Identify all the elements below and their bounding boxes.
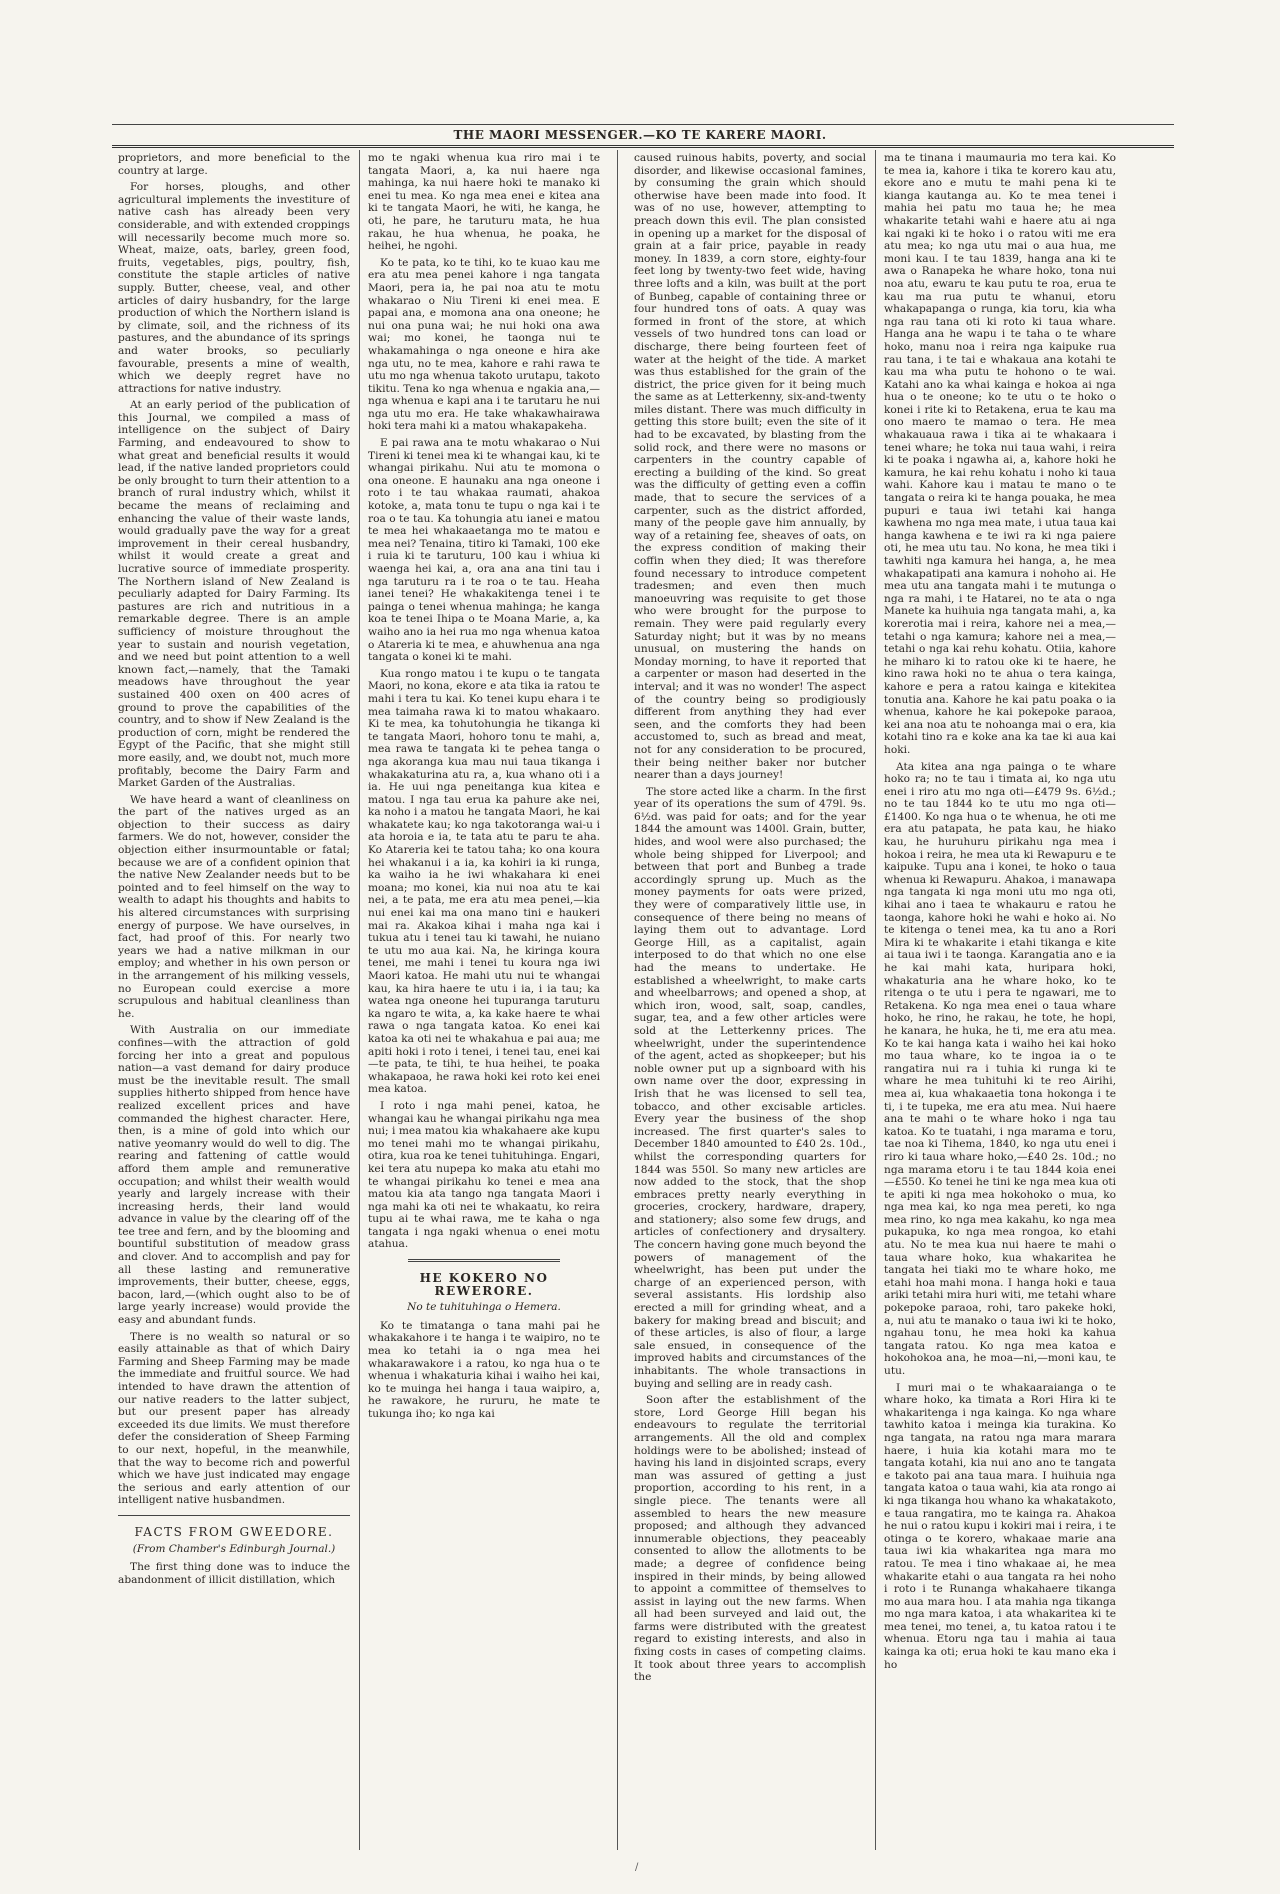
column-4 bbox=[884, 152, 1116, 1852]
paragraph: The first thing done was to induce the abandonment of illicit distillation, which bbox=[118, 1561, 350, 1586]
header-rule bbox=[112, 145, 1174, 148]
column-rule bbox=[617, 150, 618, 1850]
paragraph: With Australia on our immediate confines—with the attraction of gold forcing her into a great and populous nation—a vast demand for dairy produce must be the inevitable result. The small supplies hitherto shipped from hence have realized excellent prices and have commanded the highest character. Here, then, is a mine of gold into which our native yeomanry would do well to dig. The rearing and fattening of cattle would afford them ample and remunerative occupation; and whilst their wealth would yearly and largely increase with their increasing herds, their land would advance in value by the clearing off of the tee tree and fern, and by the blooming and bountiful substitution of meadow grass and clover. And to accomplish and pay for all these lasting and remunerative improvements, their butter, cheese, eggs, bacon, lard,—(which ought also to be of large yearly increase) would provide the easy and abundant funds. bbox=[118, 1024, 350, 1327]
paragraph: There is no wealth so natural or so easily attainable as that of which Dairy Farming and Sheep Farming may be made the immediate and fruitful source. We had intended to have drawn the attention of our native readers to the latter subject, but our present paper has already exceeded its due limits. We must therefore defer the consideration of Sheep Farming to our next, hopeful, in the meanwhile, that the way to become rich and powerful which we have just indicated may engage the serious and early attention of our intelligent native husbandmen. bbox=[118, 1330, 350, 1507]
paragraph: The store acted like a charm. In the first year of its operations the sum of 479l. 9s. 6½d. was paid for oats; and for the year 1844 the amount was 1400l. Grain, butter, hides, and wool were also purchased; the whole being shipped for Liverpool; and between that port and Bunbeg a trade accordingly sprung up. Much as the money payments for oats were prized, they were of comparatively little use, in consequence of there being no means of laying them out to advantage. Lord George Hill, as a capitalist, again interposed to do that which no one else had the means to undertake. He established a wheelwright, to make carts and wheelbarrows; and opened a shop, at which iron, wood, salt, soap, candles, sugar, tea, and a few other articles were sold at the Letterkenny prices. The wheelwright, under the superintendence of the agent, acted as shopkeeper; but his noble owner put up a signboard with his own name over the door, expressing in Irish that he was licensed to sell tea, tobacco, and other excisable articles. Every year the business of the shop increased. The first quarter's sales to December 1840 amounted to £40 2s. 10d., whilst the corresponding quarters for 1844 was 550l. So many new articles are now added to the stock, that the shop embraces pretty nearly everything in groceries, crockery, hardware, drapery, and stationery; also some few drugs, and articles of confectionery and drysaltery. The concern having gone much beyond the powers of management of the wheelwright, has been put under the charge of an experienced person, with several assistants. His lordship also erected a mill for grinding wheat, and a bakery for making bread and biscuit; and of these articles, is also of flour, a large sale ensued, in consequence of the improved habits and circumstances of the inhabitants. The whole transactions in buying and selling are in ready cash. bbox=[634, 785, 866, 1390]
section-source: No te tuhituhinga o Hemera. bbox=[407, 1301, 561, 1314]
paragraph: mo te ngaki whenua kua riro mai i te tangata Maori, a, ka nui haere nga mahinga, ka nui haere hoki te manako ki enei tu mea. Ko nga mea enei e kitea ana ki te tangata Maori, he witi, he kanga, he oti, he pare, he taruturu mata, he hua rakau, he hua whenua, he poaka, he heihei, he ngohi. bbox=[368, 152, 600, 253]
section-title: HE KOKERO NO REWERORE. bbox=[419, 1271, 549, 1298]
column-rule bbox=[875, 150, 876, 1850]
paragraph: caused ruinous habits, poverty, and social disorder, and likewise occasional famines, by consuming the grain which should otherwise have been made into food. It was of no use, however, attempting to preach down this evil. The plan consisted in opening up a market for the disposal of grain at a fair price, payable in ready money. In 1839, a corn store, eighty-four feet long by twenty-two feet wide, having three lofts and a kiln, was built at the port of Bunbeg, capable of containing three or four hundred tons of oats. A quay was formed in front of the store, at which vessels of two hundred tons can load or discharge, there being fourteen feet of water at the height of the tide. A market was thus established for the grain of the district, the price given for it being much the same as at Letterkenny, six-and-twenty miles distant. There was much difficulty in getting this store built; even the site of it had to be excavated, by blasting from the solid rock, and there were no masons or carpenters in the country capable of erecting a building of the kind. So great was the difficulty of getting even a coffin made, that to secure the services of a carpenter, such as the district afforded, many of the people gave him annually, by way of a retaining fee, sheaves of oats, on the express condition of making their coffin when they died; It was therefore found necessary to introduce competent tradesmen; and even then much manoeuvring was requisite to get those who were brought for the purpose to remain. They were paid regularly every Saturday night; but it was by no means unusual, on mustering the hands on Monday morning, to have it reported that a carpenter or mason had deserted in the interval; and it was no wonder! The aspect of the country being so prodigiously different from anything they had ever seen, and the comforts they had been accustomed to, such as bread and meat, not for any consideration to be procured, their being neither baker nor butcher nearer than a days journey! bbox=[634, 152, 866, 782]
header-top-rule bbox=[112, 124, 1174, 125]
section-source: (From Chamber's Edinburgh Journal.) bbox=[132, 1542, 336, 1555]
column-rule bbox=[359, 150, 360, 1850]
paragraph: Soon after the establishment of the store, Lord George Hill began his endeavours to regulate the territorial arrangements. All the old and complex holdings were to be abolished; instead of having his land in disjointed scraps, every man was assured of getting a just proportion, according to his rent, in a single piece. The tenants were all assembled to hears the new measure proposed; and although they advanced innumerable objections, they peaceably consented to allow the allotments to be made; a degree of confidence being inspired in their minds, by being allowed to appoint a committee of themselves to assist in laying out the new farms. When all had been surveyed and laid out, the farms were distributed with the greatest regard to existing interests, and also in fixing costs in cases of competing claims. It took about three years to accomplish the bbox=[634, 1394, 866, 1684]
paragraph: I muri mai o te whakaaraianga o te whare hoko, ka timata a Rori Hira ki te whakaritenga i nga kainga. Ko nga whare tawhito katoa i meinga kia turakina. Ko nga tangata, na ratou nga mara marara haere, i huia kia kotahi mara mo te tangata kotahi, kia nui ano ano te tangata e takoto pai ana taua mara. I huihuia nga tangata katoa o taua wahi, kia ata rongo ai ki nga tikanga hou whano ka whakatakoto, e taua rangatira, mo te kainga ra. Ahakoa he nui o ratou kupu i kokiri mai i reira, i te otinga o te korero, whakaae marie ana taua iwi kia whakaritea nga mara mo ratou. Te mea i tino whakaae ai, he mea whakarite etahi o aua tangata ra hei noho i roto i te Runanga whakahaere tikanga mo aua mara hou. I ata mahia nga tikanga mo nga mara katoa, i ata whakaritea ki te mea tenei, mo tenei, a, tu katoa ratou i te whenua. Etoru nga tau i mahia ai taua kainga ka oti; erua hoki te kau mano eka i ho bbox=[884, 1381, 1116, 1671]
section-divider bbox=[118, 1515, 350, 1516]
paragraph: Ata kitea ana nga painga o te whare hoko ra; no te tau i timata ai, ko nga utu enei i riro atu mo nga oti—£479 9s. 6½d.; no te tau 1844 ko te utu mo nga oti—£1400. Ko nga hua o te whenua, he oti me era atu patapata, he pata kau, he hiako kau, he huruhuru pirikahu nga mea i hokoa i reira, he mea uta ki Rewapuru e te kaipuke. Tupu ana i konei, te hoko o taua whenua ki Rewapuru. Ahakoa, i manawapa nga tangata ki nga moni utu mo nga oti, kihai ano i taea te whakauru e ratou he taonga, kahore hoki he wahi e hoko ai. No te kitenga o tenei mea, ka tu ano a Rori Mira ki te whakarite i etahi tikanga e kite ai taua iwi i te taonga. Karangatia ano e ia he kai mahi kata, huripara hoki, whakaturia ana he whare hoko, ko te ritenga o te utu i pera te ngawari, me to Retakena. Ko nga mea enei o taua whare hoko, he rino, he rakau, he tote, he hopi, he kanara, he huka, he ti, me era atu mea. Ko te kai hanga kata i waiho hei kai hoko mo taua whare, ko te ingoa ia o te rangatira nui ra i tuhia ki runga ki te whare he mea tuhituhi ki te reo Airihi, mea ai, kua whakaaetia tona hokonga i te ti, i te tupeka, me era atu mea. Nui haere ana te mahi o te whare hoko i nga tau katoa. Ko te tuatahi, i nga marama e toru, tae noa ki Tihema, 1840, ko nga utu enei i riro ki taua whare hoko,—£40 2s. 10d.; no nga marama etoru i te tau 1844 koia enei—£550. Ko tenei he tini ke nga mea kua oti te apiti ki nga mea hokohoko o mua, ko nga mea kai, ko nga mea pereti, ko nga mea rino, ko nga mea kakahu, ko nga mea pukapuka, ko nga mea rongoa, ko etahi atu. No te mea kua nui haere te mahi o taua whare hoko, kua whakaritea he tangata hei tiaki mo te whare hoko, me etahi hoa mahi mona. I hanga hoki e taua ariki tetahi mira huri witi, me tetahi whare pokepoke paraoa, rohi, taro pakeke hoki, a, nui atu te manako o taua iwi ki te hoko, ngahau tonu, he mea hoki ka kahua tangata ratou. Ko nga mea katoa e hokohokoa ana, he moa—ni,—moni kau, te utu. bbox=[884, 760, 1116, 1377]
paragraph: Ko te timatanga o tana mahi pai he whakakahore i te hanga i te waipiro, no te mea ko tetahi ia o nga mea hei whakarawakore i a ratou, ko nga hua o te whenua i whakaturia kihai i waiho hei kai, ko te muinga hei hanga i taua waipiro, a, he rawakore, he rururu, he mate te tukunga iho; ko nga kai bbox=[368, 1319, 600, 1420]
paragraph: Ko te pata, ko te tihi, ko te kuao kau me era atu mea penei kahore i nga tangata Maori, pera ia, he pai noa atu te motu whakarao o Niu Tireni ki enei mea. E papai ana, e momona ana ona oneone; he nui ona puna wai; he nui hoki ona awa wai; mo konei, he taonga nui te whakamahinga o nga oneone e hira ake nga utu, no te mea, kahore e rahi rawa te utu mo nga whenua takoto urutapu, takoto tikitu. Tena ko nga whenua e ngakia ana,—nga whenua e kapi ana i te tarutaru he nui nga utu mo era. He take whakawhairawa hoki tera mahi ki a matou whakapakeha. bbox=[368, 256, 600, 433]
column-2 bbox=[368, 152, 600, 1852]
paragraph: For horses, ploughs, and other agricultural implements the investiture of native cash has already been very considerable, and with extended croppings will necessarily become much more so. Wheat, maize, oats, barley, green food, fruits, vegetables, pigs, poultry, fish, constitute the staple articles of native supply. Butter, cheese, veal, and other articles of dairy husbandry, for the large production of which the Northern island is by climate, soil, and the richness of its pastures, and the abundance of its springs and water brooks, so peculiarly favourable, presents a mine of wealth, which we deeply regret have no attractions for native industry. bbox=[118, 181, 350, 395]
running-header: THE MAORI MESSENGER.—KO TE KARERE MAORI. bbox=[453, 128, 827, 142]
paragraph: E pai rawa ana te motu whakarao o Nui Tireni ki tenei mea ki te whangai kau, ki te whangai pirikahu. Nui atu te momona o ona oneone. E haunaku ana nga oneone i roto i te tau whakaa raumati, ahakoa kotoke, a, mata tonu te tupu o nga kai i te roa o te tau. Ka tohungia atu ianei e matou te mea hei whakaaetanga mo te matou e mea nei? Tenaina, titiro ki Tamaki, 100 eke i ruia ki te taruturu, 100 kau i whiua ki waenga hei kai, a, ora ana ana tini tau i nga taruturu ra i te roa o te tau. Heaha ianei tenei? He whakakitenga tenei i te painga o tenei whenua mahinga; he kanga koa te tenei Ihipa o te Moana Marie, a, ka waiho ano ia hei rua mo nga whenua katoa o Atareria ki te mea, e ahuwhenua ana nga tangata o konei ki te mahi. bbox=[368, 437, 600, 664]
column-1 bbox=[118, 152, 350, 1852]
paragraph: ma te tinana i maumauria mo tera kai. Ko te mea ia, kahore i tika te korero kau atu, ekore ano e mutu te mahi pena ki te kianga kautanga au. Ko te mea tenei i mahia hei patu mo taua he; he mea whakarite tetahi wahi e haere atu ai nga kai ngaki ki te hoko i o ratou witi me era atu mea; ko nga utu mai o aua hua, me moni kau. I te tau 1839, hanga ana ki te awa o Ranapeka he whare hoko, tona nui noa atu, ewaru te kau putu te roa, erua te kau ma rua putu te whanui, etoru whakapapanga o runga, kia toru, kia wha nga rau tana oti ki roto ki taua whare. Hanga ana he wapu i te taha o te whare hoko, manu noa i reira nga kaipuke rua rau tana, i te tai e whakaua ana kotahi te kau ma wha putu te hohono o te wai. Katahi ano ka whai kainga e hokoa ai nga hua o te oneone; ko te utu o te hoko o konei i rite ki to Retakena, erua te kau ma ono maero te mamao o tera. He mea whakauaua rawa i tika ai te whakaara i tenei whare; he toka nui taua wahi, i reira ki te poaka i ngawha ai, a, kahore hoki he kamura, he kai rehu kohatu i noho ki taua wahi. Kahore kau i matau te mano o te tangata o reira ki te hanga pouaka, he mea pupuri e taua iwi tetahi kai hanga kawhena mo nga mea mate, i utua taua kai hanga kawhena e te iwi ra ki nga paiere oti, he mea utu tau. No kona, he mea tiki i tawhiti nga kamura hei hanga, a, he mea whakapatipati ana kamura i nohoho ai. He mea utu ana tangata mahi i te mutunga o nga ra mahi, i te Hatarei, no te ata o nga Manete ka huihuia nga tangata mahi, a, ka korerotia mai i reira, kahore nei a mea,—tetahi o nga kamura; kahore nei a mea,—tetahi o nga kai rehu kohatu. Otiia, kahore he miharo ki to ratou oke ki te haere, he kino rawa hoki no te ahua o tera kainga, kahore e pera a ratou kainga e kitekitea tonutia ana. Kahore he kai patu poaka o ia whenua, kahore he kai pokepoke paraoa, kei ana noa atu te nohoanga mai o era, kia kotahi tino ra e koke ana ka tae ki aua kai hoki. bbox=[884, 152, 1116, 756]
paragraph: Kua rongo matou i te kupu o te tangata Maori, no kona, ekore e ata tika ia ratou te mahi i tera tu kai. Ko tenei kupu ehara i te mea taimaha rawa ki to matou whakaaro. Ki te mea, ka tohutohungia he tikanga ki te tangata Maori, hohoro tonu te mahi, a, mea rawa te tangata ki te pehea tanga o nga akoranga kua mau nui taua tikanga i whakakaturina atu ra, a, kua whano oti i a ia. He uui nga peneitanga kua kitea e matou. I nga tau erua ka pahure ake nei, ka noho i a matou he tangata Maori, he kai whakatete kau; ko nga takotoranga wai-u i ata horoia e ia, te tata atu te paru te aha. Ko Atareria kei te tatou taha; ko ona koura hei whakanui i a ia, ka kohiri ia ki runga, ka waiho ia he iwi whakahara ki enei moana; mo konei, kia nui noa atu te kai nei, a te pata, me era atu mea penei,—kia nui enei kai ma ona mano tini e haukeri mai ra. Akakoa kihai i maha nga kai i tukua atu i tenei tau ki tawahi, he nuiano te utu mo aua kai. Na, he kiringa koura tenei, me mahi i tenei tu koura nga iwi Maori katoa. He mahi utu nui te whangai kau, ka hira haere te utu i ia, i ia tau; ka watea nga oneone hei tupuranga taruturu ka ngaro te wita, a, ka kake haere te whai rawa o nga tangata katoa. Ko enei kai katoa ka oti nei te whakahua e pai aua; me apiti hoki i roto i tenei, i tenei tau, enei kai—te pata, te tihi, te hua heihei, te poaka whakapaoa, he rawa hoki kei roto kei enei mea katoa. bbox=[368, 667, 600, 1096]
paragraph: I roto i nga mahi penei, katoa, he whangai kau he whangai pirikahu nga mea nui; i mea matou kia whakahaere ake kupu mo tenei mahi mo te whangai pirikahu, otira, kua roa ke tenei tuhituhinga. Engari, kei tera atu nupepa ko maka atu etahi mo te whangai pirikahu ko tenei e mea ana matou kia ata tango nga tangata Maori i nga mahi ka oti nei te whakaatu, ko reira tupu ai te whai rawa, me te kaha o nga tangata i nga ngaki whenua o enei motu atahua. bbox=[368, 1099, 600, 1251]
paragraph: proprietors, and more beneficial to the country at large. bbox=[118, 152, 350, 177]
stray-mark: / bbox=[635, 1862, 639, 1873]
section-title: FACTS FROM GWEEDORE. bbox=[134, 1524, 334, 1539]
column-3 bbox=[634, 152, 866, 1852]
paragraph: We have heard a want of cleanliness on the part of the natives urged as an objection to their success as dairy farmers. We do not, however, consider the objection either insurmountable or fatal; because we are of a confident opinion that the native New Zealander needs but to be pointed and to feel himself on the way to wealth to adapt his thoughts and habits to his altered circumstances with surprising energy of purpose. We have ourselves, in fact, had proof of this. For nearly two years we had a native milkman in our employ; and whether in his own person or in the arrangement of his milking vessels, no European could exercise a more scrupulous and habitual cleanliness than he. bbox=[118, 793, 350, 1020]
section-divider bbox=[408, 1259, 560, 1262]
paragraph: At an early period of the publication of this Journal, we compiled a mass of intelligence on the subject of Dairy Farming, and endeavoured to show to what great and beneficial results it would lead, if the native landed proprietors could be only brought to turn their attention to a branch of rural industry which, whilst it became the means of reclaiming and enhancing the value of their waste lands, would gradually pave the way for a great improvement in their cereal husbandry, whilst it would create a great and lucrative source of immediate prosperity. The Northern island of New Zealand is peculiarly adapted for Dairy Farming. Its pastures are rich and nutritious in a remarkable degree. There is an ample sufficiency of moisture throughout the year to sustain and nourish vegetation, and we need but point attention to a well known fact,—namely, that the Tamaki meadows have throughout the year sustained 400 oxen on 400 acres of ground to prove the capabilities of the country, and to show if New Zealand is the production of corn, might be rendered the Egypt of the Pacific, that she might still more easily, and, we doubt not, much more profitably, become the Dairy Farm and Market Garden of the Australias. bbox=[118, 399, 350, 790]
